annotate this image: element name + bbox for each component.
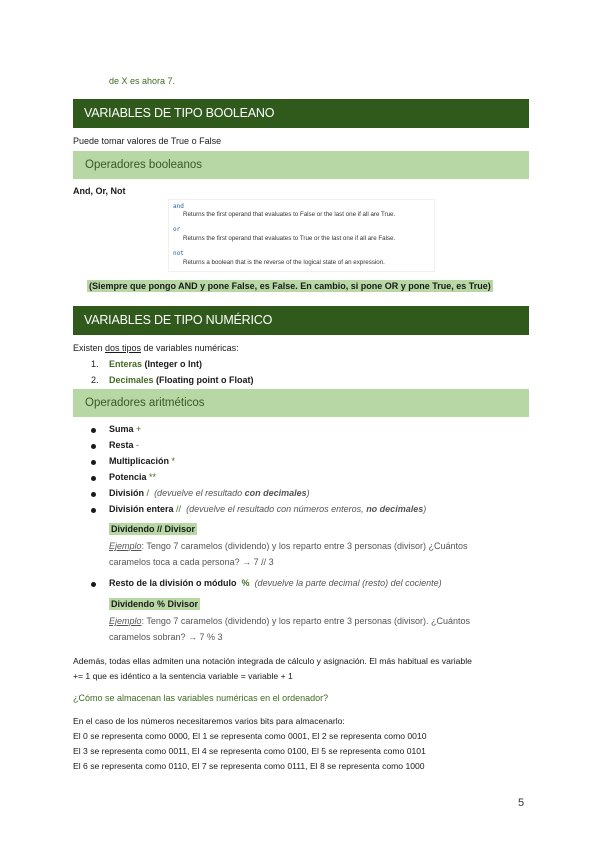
bullet-icon: [91, 582, 96, 587]
operator-name: Suma: [109, 424, 134, 434]
example-label: Ejemplo: [109, 541, 142, 551]
example1-heading: Dividendo // Divisor: [111, 524, 196, 534]
operator-suma: [109, 424, 141, 434]
example1-line2: caramelos toca a cada persona? → 7 // 3: [109, 557, 274, 567]
example-label: Ejemplo: [109, 616, 142, 626]
section-heading-numeric: VARIABLES DE TIPO NUMÉRICO: [73, 306, 529, 335]
notation-line1: Además, todas ellas admiten una notación integrada de cálculo y asignación. El más habitual es variable: [73, 656, 472, 666]
numeric-intro-underlined: dos tipos: [105, 343, 142, 353]
operator-name: Resta: [109, 440, 134, 450]
ref-keyword-and: and: [173, 203, 184, 210]
continued-text: de X es ahora 7.: [109, 76, 176, 86]
page-number: 5: [518, 797, 525, 809]
type-number-2: 2.: [91, 375, 99, 385]
operator-note: (devuelve la parte decimal (resto) del cociente): [254, 578, 442, 588]
subheading-boolean-operators: Operadores booleanos: [73, 151, 529, 179]
bullet-icon: [91, 428, 96, 433]
operator-symbol: +: [136, 424, 142, 434]
example-text: : Tengo 7 caramelos (dividendo) y los reparto entre 3 personas (divisor). ¿Cuántos: [141, 616, 471, 626]
numeric-intro-pre: Existen: [73, 343, 106, 353]
note-pre: (devuelve el resultado con números enteros,: [186, 504, 367, 514]
type-name-enteras: Enteras: [109, 359, 143, 369]
ref-desc-not: Returns a boolean that is the reverse of the logical state of an expression.: [183, 259, 385, 266]
operator-name: Multiplicación: [109, 456, 170, 466]
note-post: ): [306, 488, 310, 498]
note-pre: (devuelve el resultado: [154, 488, 245, 498]
subheading-arithmetic-operators: Operadores aritméticos: [73, 389, 529, 417]
ref-desc-or: Returns the first operand that evaluates to True or the last one if all are False.: [183, 235, 396, 242]
operator-name: Resto de la división o módulo: [109, 578, 237, 588]
storage-question: ¿Cómo se almacenan las variables numéricas en el ordenador?: [73, 693, 329, 703]
operator-symbol: -: [136, 440, 140, 450]
note-bold: no decimales: [366, 504, 424, 514]
type-item-decimales: [109, 375, 254, 385]
type-name-decimales: Decimales: [109, 375, 154, 385]
ref-keyword-or: or: [173, 226, 181, 233]
operator-reference-image: [168, 199, 435, 272]
example2-line1: [109, 616, 470, 626]
ref-keyword-not: not: [173, 250, 184, 257]
operator-name: División entera: [109, 504, 174, 514]
ref-desc-and: Returns the first operand that evaluates to False or the last one if all are True.: [183, 211, 396, 218]
note-bold: con decimales: [244, 488, 307, 498]
bullet-icon: [91, 444, 96, 449]
example2-heading: Dividendo % Divisor: [111, 599, 199, 609]
type-number-1: 1.: [91, 359, 99, 369]
numeric-intro-post: de variables numéricas:: [141, 343, 239, 353]
section-heading-boolean: VARIABLES DE TIPO BOOLEANO: [73, 99, 529, 128]
operator-multiplicacion: [109, 456, 175, 466]
operator-modulo: [109, 578, 442, 588]
bullet-icon: [91, 460, 96, 465]
bullet-icon: [91, 492, 96, 497]
notation-line2: += 1 que es idéntico a la sentencia variable = variable + 1: [73, 671, 293, 681]
storage-line-2: El 3 se representa como 0011, El 4 se representa como 0100, El 5 se representa como 0101: [73, 746, 426, 756]
operator-name: División: [109, 488, 145, 498]
example1-line1: [109, 541, 468, 551]
bullet-icon: [91, 508, 96, 513]
operator-symbol: /: [146, 488, 150, 498]
operator-symbol: //: [176, 504, 182, 514]
operator-symbol: %: [241, 578, 250, 588]
type-detail-enteras: (Integer o Int): [144, 359, 203, 369]
bullet-icon: [91, 476, 96, 481]
operator-division-entera: [109, 504, 426, 514]
operator-division: [109, 488, 310, 498]
storage-intro: En el caso de los números necesitaremos varios bits para almacenarlo:: [73, 716, 345, 726]
boolean-operators-list: And, Or, Not: [73, 186, 126, 196]
operator-potencia: [109, 472, 156, 482]
storage-line-3: El 6 se representa como 0110, El 7 se representa como 0111, El 8 se representa como 1000: [73, 761, 425, 771]
note-post: ): [423, 504, 427, 514]
operator-symbol: *: [171, 456, 176, 466]
operator-symbol: **: [149, 472, 157, 482]
operator-note: [154, 488, 310, 498]
example2-line2: caramelos sobran? → 7 % 3: [109, 632, 223, 642]
type-item-enteras: [109, 359, 202, 369]
operator-name: Potencia: [109, 472, 147, 482]
boolean-intro: Puede tomar valores de True o False: [73, 136, 222, 146]
numeric-intro: [73, 343, 239, 353]
boolean-note: (Siempre que pongo AND y pone False, es False. En cambio, si pone OR y pone True, es True): [89, 281, 491, 291]
operator-note: [186, 504, 426, 514]
storage-line-1: El 0 se representa como 0000, El 1 se representa como 0001, El 2 se representa como 0010: [73, 731, 427, 741]
example-text: : Tengo 7 caramelos (dividendo) y los reparto entre 3 personas (divisor) ¿Cuántos: [141, 541, 468, 551]
operator-resta: [109, 440, 139, 450]
type-detail-decimales: (Floating point o Float): [156, 375, 254, 385]
